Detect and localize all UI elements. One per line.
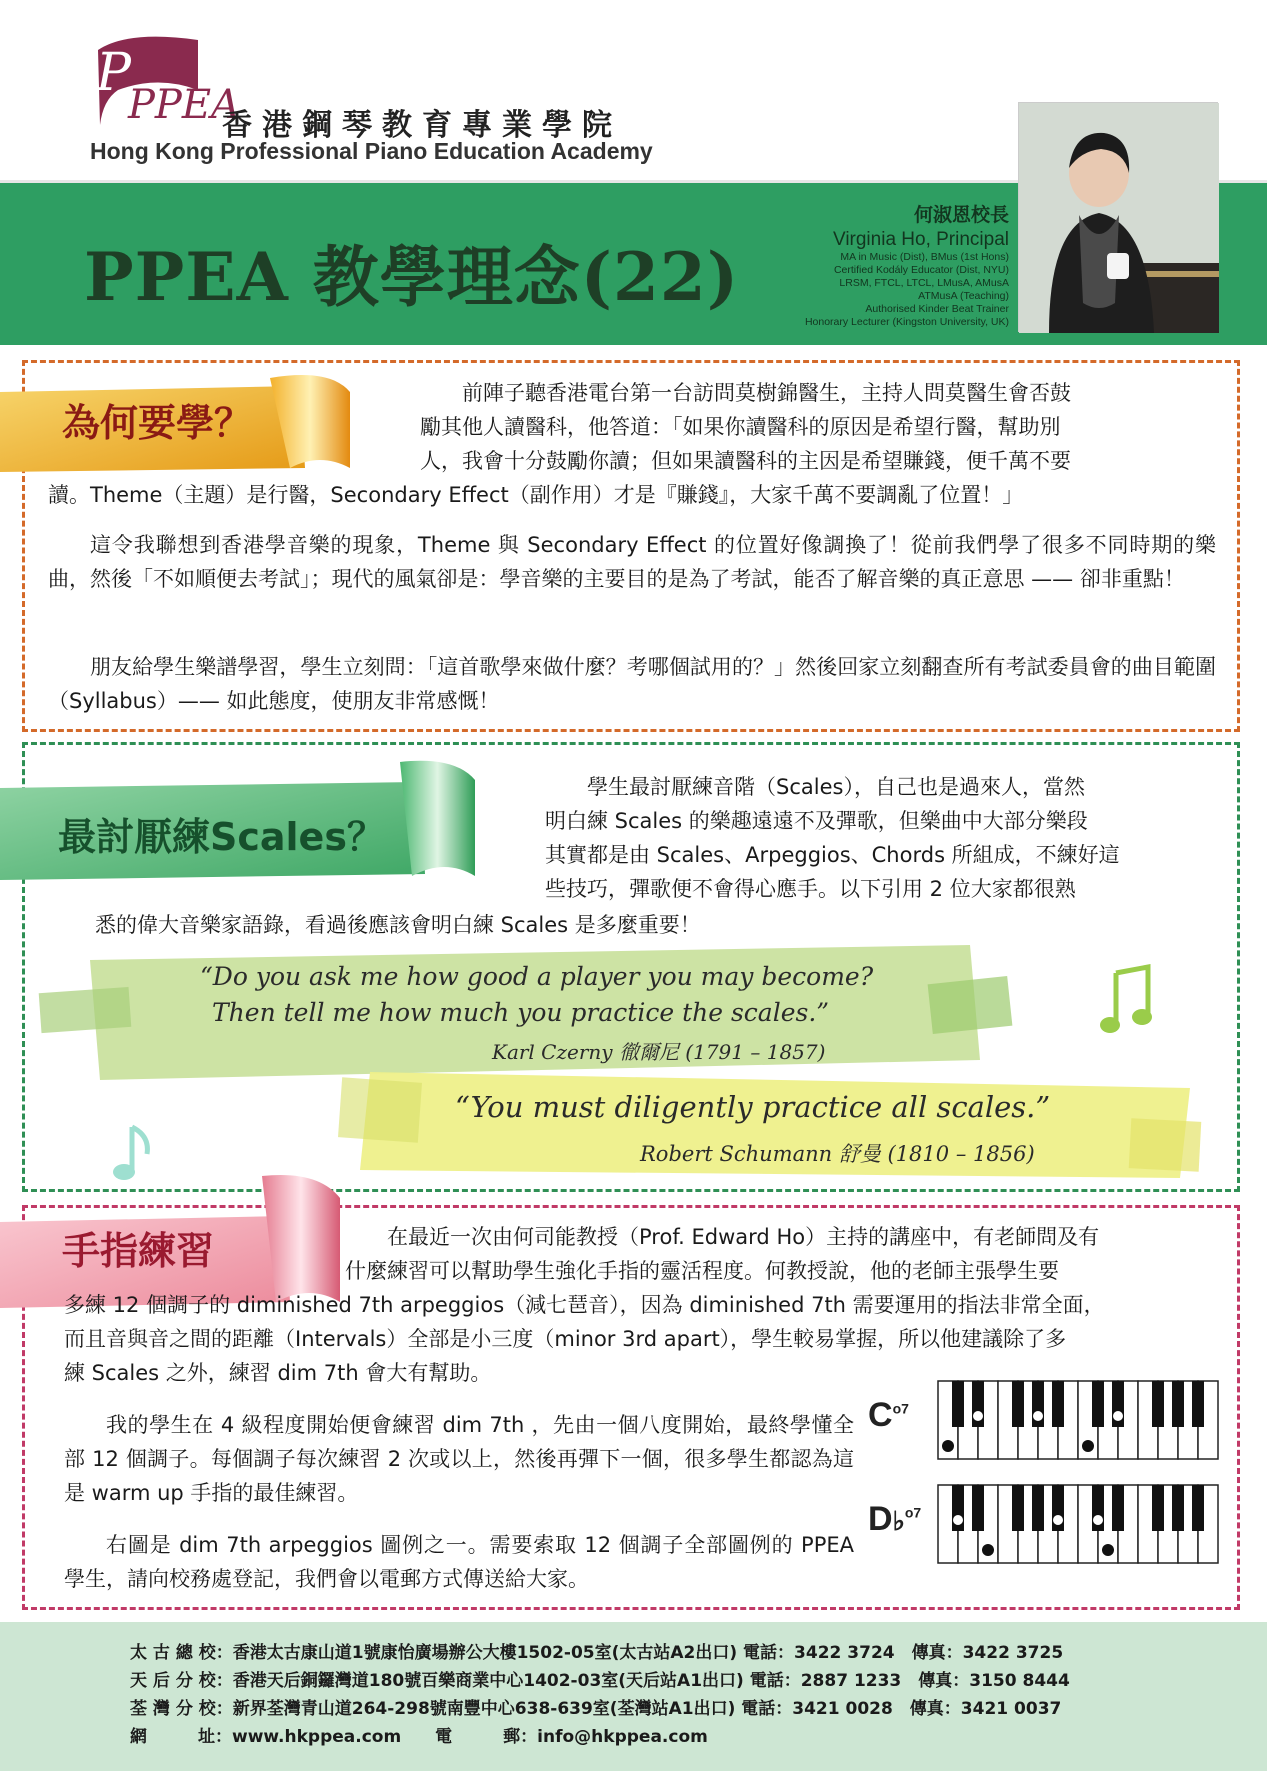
text-line: 前陣子聽香港電台第一台訪問莫樹錦醫生，主持人問莫醫生會否鼓: [462, 381, 1071, 405]
qualification-line: ATMusA (Teaching): [918, 290, 1009, 302]
qualification-line: Authorised Kinder Beat Trainer: [865, 303, 1009, 315]
chord-label-c: [868, 1396, 909, 1435]
black-key: [1172, 1485, 1184, 1531]
paragraph: [420, 376, 1220, 478]
svg-text:PPEA: PPEA: [128, 82, 240, 128]
black-key: [1052, 1381, 1064, 1427]
paragraph: 右圖是 dim 7th arpeggios 圖例之一。需要索取 12 個調子全部圖例的 PPEA 學生，請向校務處登記，我們會以電郵方式傳送給大家。: [64, 1533, 854, 1591]
chord-root: C: [868, 1396, 893, 1434]
chord-root: D: [868, 1500, 893, 1538]
principal-name-en: Virginia Ho, Principal: [832, 229, 1009, 250]
note-dot: [953, 1515, 963, 1525]
text-line: 什麼練習可以幫助學生強化手指的靈活程度。何教授說，他的老師主張學生要: [345, 1259, 1059, 1283]
text-line: 多練 12 個調子的 diminished 7th arpeggios（減七琶音），因為 diminished 7th 需要運用的指法非常全面，: [64, 1293, 1105, 1317]
quote-line: “You must diligently practice all scales.”: [455, 1090, 1051, 1124]
black-key: [1032, 1485, 1044, 1531]
quote-author: Robert Schumann 舒曼 (1810 – 1856): [640, 1142, 1035, 1166]
principal-info: [805, 200, 1009, 329]
black-key: [1012, 1381, 1024, 1427]
contact-web-email: 網 址：www.hkppea.com 電 郵：info@hkppea.com: [130, 1727, 708, 1747]
black-key: [1192, 1485, 1204, 1531]
keyboard-diagram-c-dim7: [938, 1380, 1218, 1462]
chord-quality: o7: [892, 1400, 909, 1417]
black-key: [952, 1381, 964, 1427]
text-line: 明白練 Scales 的樂趣遠遠不及彈歌，但樂曲中大部分樂段: [545, 809, 1088, 833]
qualification-line: Honorary Lecturer (Kingston University, UK): [804, 316, 1009, 328]
text-line: 勵其他人讀醫科，他答道：「如果你讀醫科的原因是希望行醫，幫助別: [420, 415, 1061, 439]
paragraph: [64, 1288, 1224, 1390]
flat-sign: ♭: [892, 1506, 905, 1536]
principal-name-cn: 何淑恩校長: [913, 205, 1009, 226]
page-title: PPEA 教學理念(22): [84, 238, 740, 316]
note-dot: [1082, 1440, 1094, 1452]
section-heading: 最討厭練Scales？: [58, 815, 385, 859]
black-key: [1092, 1381, 1104, 1427]
text-line: 些技巧，彈歌便不會得心應手。以下引用 2 位大家都很熟: [545, 877, 1076, 901]
page-footer: [0, 1622, 1267, 1771]
black-key: [972, 1485, 984, 1531]
black-key: [1152, 1485, 1164, 1531]
note-dot: [982, 1544, 994, 1556]
note-dot: [973, 1411, 983, 1421]
ppea-logo-icon: [88, 30, 240, 145]
qualification-line: Certified Kodály Educator (Dist, NYU): [833, 264, 1009, 276]
section-heading: 為何要學？: [62, 401, 253, 445]
text-line: 人，我會十分鼓勵你讀；但如果讀醫科的主因是希望賺錢，便千萬不要: [420, 449, 1071, 473]
section-heading: 手指練習: [62, 1229, 215, 1273]
paragraph: 我的學生在 4 級程度開始便會練習 dim 7th ，先由一個八度開始，最終學懂全部 12 個調子。每個調子每次練習 2 次或以上，然後再彈下一個，很多學生都認為這是 warm up 手指的最佳練習。: [64, 1413, 854, 1505]
paragraph: 朋友給學生樂譜學習，學生立刻問：「這首歌學來做什麼？考哪個試用的？」然後回家立刻翻查所有考試委員會的曲目範圍（Syllabus）—— 如此態度，使朋友非常感慨！: [48, 655, 1216, 713]
text-line: 讀。Theme（主題）是行醫，Secondary Effect（副作用）才是『賺錢』，大家千萬不要調亂了位置！」: [48, 483, 1024, 507]
note-dot: [1053, 1515, 1063, 1525]
note-dot: [1033, 1411, 1043, 1421]
academy-name-cn: 香港鋼琴教育專業學院: [222, 108, 622, 143]
black-key: [1012, 1485, 1024, 1531]
address-tsuenwan: 荃 灣 分 校：新界荃灣青山道264-298號南豐中心638-639室(荃灣站A1出口) 電話：3421 0028 傳真：3421 0037: [130, 1699, 1062, 1719]
paragraph: 這令我聯想到香港學音樂的現象，Theme 與 Secondary Effect 的位置好像調換了！從前我們學了很多不同時期的樂曲，然後「不如順便去考試」；現代的風氣卻是：學音樂的主要目的是為了考試，能否了解音樂的真正意思 —— 卻非重點！: [48, 533, 1216, 591]
qualification-line: MA in Music (Dist), BMus (1st Hons): [840, 251, 1009, 263]
svg-text:P: P: [96, 43, 131, 103]
keyboard-diagram-db-dim7: [938, 1484, 1218, 1566]
chord-quality: o7: [904, 1504, 922, 1521]
note-dot: [1102, 1544, 1114, 1556]
text-line: 而且音與音之間的距離（Intervals）全部是小三度（minor 3rd apart），學生較易掌握，所以他建議除了多: [64, 1327, 1067, 1351]
quote-author: Karl Czerny 徹爾尼 (1791 – 1857): [492, 1040, 826, 1064]
address-tinhau: 天 后 分 校：香港天后銅鑼灣道180號百樂商業中心1402-03室(天后站A1出口) 電話：2887 1233 傳真：3150 8444: [130, 1671, 1070, 1691]
chord-label-db: [868, 1500, 921, 1539]
principal-photo: [1018, 102, 1218, 332]
text-line: 在最近一次由何司能教授（Prof. Edward Ho）主持的講座中，有老師問及有: [387, 1225, 1100, 1249]
quote-line: Then tell me how much you practice the scales.”: [212, 998, 830, 1027]
page-header: [0, 0, 1267, 345]
academy-name-en: Hong Kong Professional Piano Education Academy: [90, 138, 653, 164]
text-line: 學生最討厭練音階（Scales），自己也是過來人，當然: [587, 775, 1085, 799]
quote-banner-yellow: [340, 1060, 1210, 1190]
music-note-icon: [1098, 965, 1158, 1040]
note-dot: [1093, 1515, 1103, 1525]
black-key: [1112, 1485, 1124, 1531]
note-dot: [1113, 1411, 1123, 1421]
paragraph: [345, 1220, 1215, 1288]
text-line: 悉的偉大音樂家語錄，看過後應該會明白練 Scales 是多麼重要！: [95, 913, 701, 937]
quote-line: “Do you ask me how good a player you may become?: [200, 962, 874, 991]
note-dot: [942, 1440, 954, 1452]
black-key: [1192, 1381, 1204, 1427]
black-key: [1152, 1381, 1164, 1427]
qualification-line: LRSM, FTCL, LTCL, LMusA, AMusA: [839, 277, 1009, 289]
paragraph: [545, 770, 1205, 906]
black-key: [1172, 1381, 1184, 1427]
principal-photo-icon: [1019, 103, 1219, 333]
address-taikoo: 太 古 總 校：香港太古康山道1號康怡廣場辦公大樓1502-05室(太古站A2出口) 電話：3422 3724 傳真：3422 3725: [130, 1643, 1064, 1663]
text-line: 練 Scales 之外，練習 dim 7th 會大有幫助。: [64, 1361, 492, 1385]
text-line: 其實都是由 Scales、Arpeggios、Chords 所組成，不練好這: [545, 843, 1120, 867]
